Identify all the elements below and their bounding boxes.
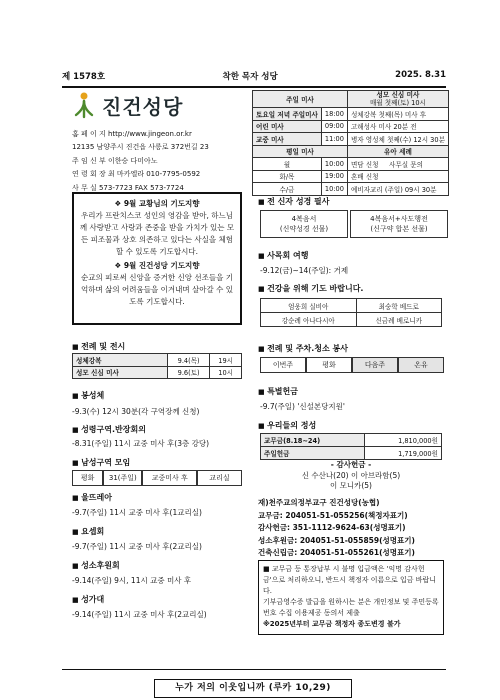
issue-date: 2025. 8.31 xyxy=(395,70,446,80)
account-line: 감사헌금: 351-1112-9624-63(성명표기) xyxy=(258,523,406,532)
special-title: ■ 특별헌금 xyxy=(258,386,298,397)
prayer-intention-box xyxy=(72,192,242,325)
sunday-mass-header: 주일 미사 xyxy=(253,91,348,108)
parish-title: 착한 목자 성당 xyxy=(222,72,278,82)
notice-box xyxy=(258,560,444,635)
pope-intention-title: ❖ 9월 교황님의 기도지향 xyxy=(114,199,200,208)
notice-line: ※2025년부터 교무금 책정자 종도변경 불가 xyxy=(263,620,401,628)
joseph-title: ■ 요셉회 xyxy=(72,526,104,537)
table-row: 교중 미사 11:00 병자 영성체 첫째(수) 12시 30분 xyxy=(253,133,449,146)
choir-text: -9.14(주일) 11시 교중 미사 후(2교리실) xyxy=(72,610,207,619)
contact-line: 연 령 회 장 최 마카엘라 010-7795-0592 xyxy=(72,170,201,179)
footer-verse: 누가 저의 이웃입니까 (루카 10,29) xyxy=(154,679,352,698)
pastor-line: 주 임 신 부 이한승 다미아노 xyxy=(72,156,158,165)
retreat-title: ■ 사목회 여행 xyxy=(258,250,309,261)
men-cell: 31(주일) xyxy=(103,470,142,486)
elderly-title: ■ 봉성체 xyxy=(72,390,104,401)
pope-intention-text: 우리가 프란치스코 성인의 영감을 받아, 하느님께 사랑받고 사랑과 존중을 받을 가치가 있는 모든 피조물과 상호 의존하고 있다는 사실을 체험할 수 있도록 기도합시다. xyxy=(79,211,235,256)
table-row: 엄웅희 실비아 최숭학 베드로 xyxy=(261,299,442,313)
parish-intention-text: 순교의 피로써 신앙을 증거한 신앙 선조들을 기억하며 삶의 어려움들을 이겨내며 살아갈 수 있도록 기도합시다. xyxy=(81,273,233,306)
table-row: 강순례 아나다시아 신금례 베로니카 xyxy=(261,313,442,327)
zone-title: ■ 성령구역.반장회의 xyxy=(72,424,146,435)
cleaning-cell: 온유 xyxy=(398,357,444,373)
weekday-mass-header: 평일 미사 xyxy=(253,145,348,158)
choir-title: ■ 성가대 xyxy=(72,594,104,605)
bible-title: ■ 전 신자 성경 필사 xyxy=(258,196,330,207)
table-row: 월 10:00 면담 신청 사무실 문의 xyxy=(253,158,449,171)
cleaning-cell: 평화 xyxy=(306,357,352,373)
thanks-block xyxy=(260,460,442,492)
table-row: 화/목 19:00 혼배 신청 xyxy=(253,170,449,183)
marian-mass-header: 성모 신심 미사 매월 첫째(토) 10시 xyxy=(347,91,448,108)
thanks-title: - 감사헌금 - xyxy=(330,460,372,469)
notice-line: 기부금영수증 발급을 원하시는 분은 개인정보 및 주민등록번호 수집 이용제공 동의서 제출 xyxy=(263,598,439,617)
parish-name: 진건성당 xyxy=(102,94,184,119)
bible-boxes xyxy=(260,210,448,238)
men-cell: 교중미사 후 xyxy=(142,470,197,486)
table-row: 어린 미사 09:00 고해성사 미사 20분 전 xyxy=(253,120,449,133)
bible-box-full: 4복음서+사도행전 (신구약 합본 선물) xyxy=(350,210,448,238)
parish-intention-title: ❖ 9월 진건성당 기도지향 xyxy=(114,261,200,270)
office-inquiry: 사무실 문의 xyxy=(389,160,423,169)
account-line: 건축신립금: 204051-51-055261(성명표기) xyxy=(258,548,415,557)
account-line: 성소후원금: 204051-51-055859(성명표기) xyxy=(258,535,415,545)
health-table xyxy=(260,298,442,327)
men-cell: 교리실 xyxy=(197,470,242,486)
mass-schedule-table xyxy=(252,90,449,196)
thanks-line: 이 모니카(5) xyxy=(330,481,372,490)
homepage-line: 홈 페 이 지 http://www.jingeon.or.kr xyxy=(72,130,192,138)
table-row: 주일헌금 1,719,000원 xyxy=(261,447,442,460)
men-title: ■ 남성구역 모임 xyxy=(72,457,130,468)
baptism-header: 유아 세례 xyxy=(347,145,448,158)
thanks-line: 신 수산나(20) 이 아브라함(5) xyxy=(301,470,401,480)
cleaning-title: ■ 전례 및 주차.청소 봉사 xyxy=(258,343,348,354)
feast-table xyxy=(72,353,242,379)
address-line: 12135 남양주시 진건읍 사릉로 372번길 23 xyxy=(72,143,209,152)
bible-box-nt: 4복음서 (신약성경 선물) xyxy=(260,210,348,238)
cleaning-cells xyxy=(260,357,444,373)
parish-emblem-icon xyxy=(72,91,96,119)
joseph-text: -9.7(주일) 11시 교중 미사 후(2교리실) xyxy=(72,542,202,551)
office-line: 사 무 실 573-7723 FAX 573-7724 xyxy=(72,183,184,192)
page-header xyxy=(62,70,446,88)
retreat-text: -9.12(금)~14(주일): 거제 xyxy=(260,266,349,275)
issue-number: 제 1578호 xyxy=(62,72,106,82)
cleaning-cell: 다음주 xyxy=(352,357,398,373)
cleaning-cell: 이번주 xyxy=(260,357,306,373)
parish-logo xyxy=(72,88,232,122)
zone-text: -8.31(주일) 11시 교중 미사 후(3층 강당) xyxy=(72,439,210,448)
donation-table xyxy=(260,433,442,460)
men-cell: 평화 xyxy=(72,470,103,486)
account-block xyxy=(258,497,415,560)
table-row: 성체강복 9.4(목) 19시 xyxy=(73,354,242,367)
vocation-text: -9.14(주일) 9시, 11시 교중 미사 후 xyxy=(72,576,192,585)
notice-line: ■ 교무금 등 통장납부 시 불명 입금액은 '익명 감사헌금'으로 처리하오니, 반드시 책정자 이름으로 입금 바랍니다. xyxy=(263,565,437,595)
table-row: 수/금 10:00 예비자교리 (주일) 09시 30분 xyxy=(253,183,449,196)
table-row: 토요일 저녁 주일미사 18:00 성체강복 첫째(목) 미사 후 xyxy=(253,108,449,121)
parish-info xyxy=(72,128,240,195)
table-row: 성모 신심 미사 9.6(토) 10시 xyxy=(73,366,242,379)
men-cells xyxy=(72,470,242,486)
account-line: 교무금: 204051-51-055256(책정자표기) xyxy=(258,510,408,520)
table-row: 교무금(8.18~24) 1,810,000원 xyxy=(261,434,442,447)
feast-title: ■ 전례 및 전시 xyxy=(72,341,125,352)
vocation-title: ■ 성소후원회 xyxy=(72,560,120,571)
account-title: 재)천주교의정부교구 진건성당(농협) xyxy=(258,498,380,507)
special-text: -9.7(주일) '신설본당지원' xyxy=(260,402,345,411)
ultreya-title: ■ 울뜨레아 xyxy=(72,492,112,503)
donation-title: ■ 우리들의 정성 xyxy=(258,420,316,431)
ultreya-text: -9.7(주일) 11시 교중 미사 후(1교리실) xyxy=(72,508,202,517)
footer-rule xyxy=(62,669,446,670)
elderly-text: -9.3(수) 12시 30분(각 구역장께 신청) xyxy=(72,407,200,416)
health-title: ■ 건강을 위해 기도 바랍니다. xyxy=(258,283,363,294)
